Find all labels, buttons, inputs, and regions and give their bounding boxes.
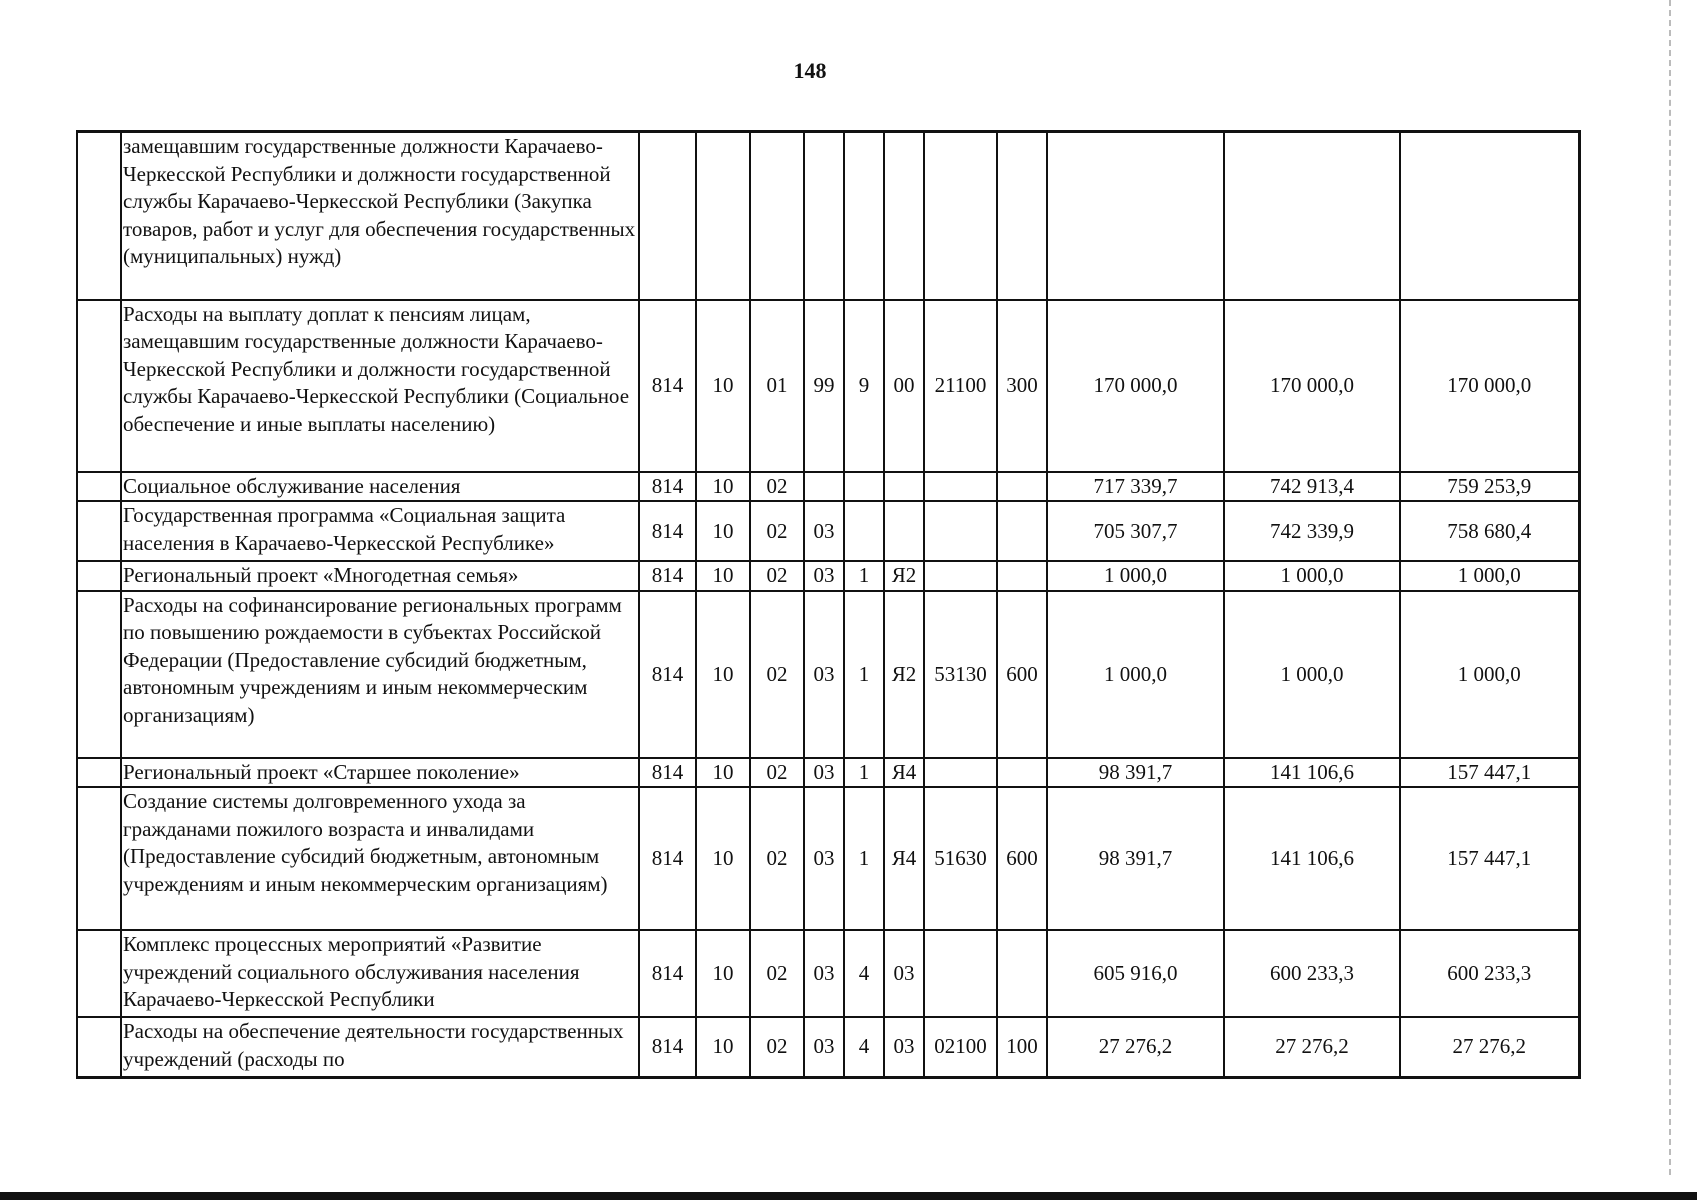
page-edge-rule xyxy=(1669,0,1671,1175)
expense-type-code-cell: 300 xyxy=(997,300,1047,472)
description-cell: Создание системы долговременного ухода за гражданами пожилого возраста и инвалидами (Предоставление субсидий бюджетным, автономным учреждениям и иным некоммерческим организациям) xyxy=(121,787,639,930)
section-code-cell xyxy=(696,132,750,300)
target-code-1-cell: 99 xyxy=(804,300,844,472)
expense-type-code-cell: 600 xyxy=(997,787,1047,930)
target-code-3-cell xyxy=(884,501,924,561)
description-cell: Региональный проект «Многодетная семья» xyxy=(121,561,639,591)
ministry-code-cell xyxy=(639,132,696,300)
amount-year-1-cell: 1 000,0 xyxy=(1047,591,1224,758)
amount-year-1-cell: 1 000,0 xyxy=(1047,561,1224,591)
expense-type-code-cell xyxy=(997,561,1047,591)
table-row xyxy=(77,561,1579,591)
amount-year-1-cell: 605 916,0 xyxy=(1047,930,1224,1017)
amount-year-2-cell: 742 339,9 xyxy=(1224,501,1400,561)
amount-year-3-cell: 157 447,1 xyxy=(1400,758,1579,788)
amount-year-1-cell xyxy=(1047,132,1224,300)
amount-year-3-cell: 170 000,0 xyxy=(1400,300,1579,472)
expense-type-code-cell xyxy=(997,930,1047,1017)
amount-year-3-cell: 759 253,9 xyxy=(1400,472,1579,502)
amount-year-1-cell: 98 391,7 xyxy=(1047,758,1224,788)
target-code-4-cell xyxy=(924,501,997,561)
amount-year-3-cell: 600 233,3 xyxy=(1400,930,1579,1017)
target-code-2-cell: 1 xyxy=(844,561,884,591)
table-row xyxy=(77,930,1579,1017)
row-index-cell xyxy=(77,758,121,788)
subsection-code-cell: 02 xyxy=(750,501,804,561)
target-code-4-cell xyxy=(924,561,997,591)
subsection-code-cell: 02 xyxy=(750,1017,804,1077)
target-code-2-cell: 1 xyxy=(844,591,884,758)
ministry-code-cell: 814 xyxy=(639,591,696,758)
target-code-3-cell: Я2 xyxy=(884,561,924,591)
ministry-code-cell: 814 xyxy=(639,758,696,788)
target-code-3-cell: 03 xyxy=(884,1017,924,1077)
target-code-2-cell xyxy=(844,501,884,561)
section-code-cell: 10 xyxy=(696,758,750,788)
ministry-code-cell: 814 xyxy=(639,561,696,591)
target-code-4-cell xyxy=(924,930,997,1017)
page-number: 148 xyxy=(793,58,827,83)
section-code-cell: 10 xyxy=(696,472,750,502)
expense-type-code-cell xyxy=(997,132,1047,300)
target-code-3-cell xyxy=(884,132,924,300)
ministry-code-cell: 814 xyxy=(639,1017,696,1077)
amount-year-2-cell: 1 000,0 xyxy=(1224,561,1400,591)
target-code-2-cell: 1 xyxy=(844,758,884,788)
amount-year-2-cell: 141 106,6 xyxy=(1224,758,1400,788)
row-index-cell xyxy=(77,132,121,300)
subsection-code-cell: 01 xyxy=(750,300,804,472)
amount-year-1-cell: 705 307,7 xyxy=(1047,501,1224,561)
row-index-cell xyxy=(77,787,121,930)
scan-bottom-edge xyxy=(0,1192,1697,1200)
table-row xyxy=(77,132,1579,300)
amount-year-1-cell: 98 391,7 xyxy=(1047,787,1224,930)
amount-year-2-cell: 742 913,4 xyxy=(1224,472,1400,502)
table-row xyxy=(77,472,1579,502)
subsection-code-cell: 02 xyxy=(750,591,804,758)
budget-table xyxy=(76,130,1581,1079)
target-code-1-cell xyxy=(804,132,844,300)
target-code-2-cell: 4 xyxy=(844,1017,884,1077)
expense-type-code-cell: 600 xyxy=(997,591,1047,758)
target-code-3-cell xyxy=(884,472,924,502)
target-code-1-cell: 03 xyxy=(804,501,844,561)
section-code-cell: 10 xyxy=(696,1017,750,1077)
amount-year-3-cell: 27 276,2 xyxy=(1400,1017,1579,1077)
amount-year-3-cell: 157 447,1 xyxy=(1400,787,1579,930)
row-index-cell xyxy=(77,591,121,758)
target-code-3-cell: Я2 xyxy=(884,591,924,758)
description-cell: Расходы на софинансирование региональных программ по повышению рождаемости в субъектах Российской Федерации (Предоставление субсидий бюджетным, автономным учреждениям и иным некоммерческим организациям) xyxy=(121,591,639,758)
description-cell: Государственная программа «Социальная защита населения в Карачаево-Черкесской Республике» xyxy=(121,501,639,561)
table-row xyxy=(77,591,1579,758)
row-index-cell xyxy=(77,501,121,561)
table-body xyxy=(77,132,1579,1078)
target-code-2-cell xyxy=(844,132,884,300)
target-code-4-cell: 21100 xyxy=(924,300,997,472)
row-index-cell xyxy=(77,561,121,591)
target-code-1-cell: 03 xyxy=(804,758,844,788)
description-cell: Расходы на обеспечение деятельности государственных учреждений (расходы по xyxy=(121,1017,639,1077)
description-cell: Расходы на выплату доплат к пенсиям лицам, замещавшим государственные должности Карачаево-Черкесской Республики и должности государственной службы Карачаево-Черкесской Республики (Социальное обеспечение и иные выплаты населению) xyxy=(121,300,639,472)
table-row xyxy=(77,787,1579,930)
section-code-cell: 10 xyxy=(696,501,750,561)
subsection-code-cell: 02 xyxy=(750,930,804,1017)
target-code-4-cell xyxy=(924,132,997,300)
amount-year-3-cell: 758 680,4 xyxy=(1400,501,1579,561)
target-code-1-cell: 03 xyxy=(804,561,844,591)
ministry-code-cell: 814 xyxy=(639,501,696,561)
target-code-2-cell: 1 xyxy=(844,787,884,930)
subsection-code-cell: 02 xyxy=(750,472,804,502)
amount-year-1-cell: 717 339,7 xyxy=(1047,472,1224,502)
amount-year-2-cell xyxy=(1224,132,1400,300)
target-code-1-cell xyxy=(804,472,844,502)
section-code-cell: 10 xyxy=(696,591,750,758)
target-code-3-cell: 00 xyxy=(884,300,924,472)
budget-table-container xyxy=(76,130,1581,1079)
amount-year-2-cell: 1 000,0 xyxy=(1224,591,1400,758)
target-code-2-cell xyxy=(844,472,884,502)
expense-type-code-cell xyxy=(997,758,1047,788)
row-index-cell xyxy=(77,300,121,472)
target-code-1-cell: 03 xyxy=(804,930,844,1017)
target-code-4-cell xyxy=(924,472,997,502)
ministry-code-cell: 814 xyxy=(639,300,696,472)
target-code-4-cell: 51630 xyxy=(924,787,997,930)
subsection-code-cell: 02 xyxy=(750,561,804,591)
subsection-code-cell xyxy=(750,132,804,300)
amount-year-3-cell: 1 000,0 xyxy=(1400,591,1579,758)
expense-type-code-cell: 100 xyxy=(997,1017,1047,1077)
table-row xyxy=(77,501,1579,561)
row-index-cell xyxy=(77,472,121,502)
target-code-2-cell: 4 xyxy=(844,930,884,1017)
ministry-code-cell: 814 xyxy=(639,472,696,502)
expense-type-code-cell xyxy=(997,472,1047,502)
target-code-4-cell xyxy=(924,758,997,788)
table-row xyxy=(77,300,1579,472)
description-cell: Комплекс процессных мероприятий «Развитие учреждений социального обслуживания населения Карачаево-Черкесской Республики xyxy=(121,930,639,1017)
section-code-cell: 10 xyxy=(696,930,750,1017)
ministry-code-cell: 814 xyxy=(639,930,696,1017)
amount-year-2-cell: 141 106,6 xyxy=(1224,787,1400,930)
amount-year-2-cell: 600 233,3 xyxy=(1224,930,1400,1017)
row-index-cell xyxy=(77,930,121,1017)
description-cell: Региональный проект «Старшее поколение» xyxy=(121,758,639,788)
target-code-1-cell: 03 xyxy=(804,1017,844,1077)
section-code-cell: 10 xyxy=(696,300,750,472)
target-code-3-cell: Я4 xyxy=(884,787,924,930)
amount-year-1-cell: 170 000,0 xyxy=(1047,300,1224,472)
expense-type-code-cell xyxy=(997,501,1047,561)
target-code-3-cell: 03 xyxy=(884,930,924,1017)
subsection-code-cell: 02 xyxy=(750,758,804,788)
description-cell: Социальное обслуживание населения xyxy=(121,472,639,502)
amount-year-1-cell: 27 276,2 xyxy=(1047,1017,1224,1077)
section-code-cell: 10 xyxy=(696,561,750,591)
description-cell: замещавшим государственные должности Карачаево-Черкесской Республики и должности государственной службы Карачаево-Черкесской Республики (Закупка товаров, работ и услуг для обеспечения государственных (муниципальных) нужд) xyxy=(121,132,639,300)
row-index-cell xyxy=(77,1017,121,1077)
amount-year-3-cell: 1 000,0 xyxy=(1400,561,1579,591)
amount-year-2-cell: 170 000,0 xyxy=(1224,300,1400,472)
target-code-1-cell: 03 xyxy=(804,591,844,758)
target-code-2-cell: 9 xyxy=(844,300,884,472)
section-code-cell: 10 xyxy=(696,787,750,930)
amount-year-2-cell: 27 276,2 xyxy=(1224,1017,1400,1077)
target-code-4-cell: 02100 xyxy=(924,1017,997,1077)
target-code-1-cell: 03 xyxy=(804,787,844,930)
ministry-code-cell: 814 xyxy=(639,787,696,930)
table-row xyxy=(77,758,1579,788)
amount-year-3-cell xyxy=(1400,132,1579,300)
target-code-4-cell: 53130 xyxy=(924,591,997,758)
table-row xyxy=(77,1017,1579,1077)
subsection-code-cell: 02 xyxy=(750,787,804,930)
target-code-3-cell: Я4 xyxy=(884,758,924,788)
